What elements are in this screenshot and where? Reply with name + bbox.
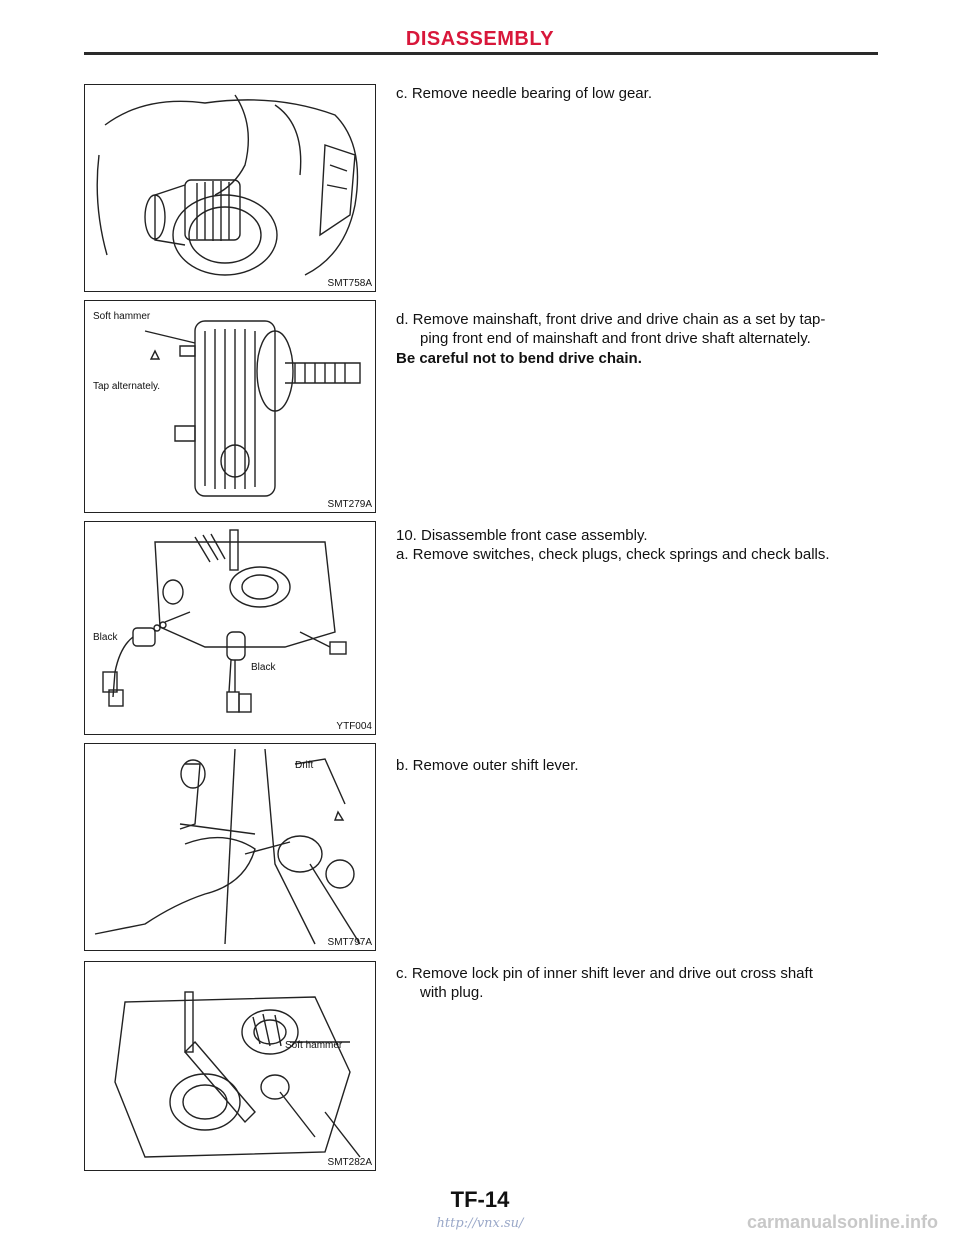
step-text-continued: with plug. [420, 984, 484, 1001]
figure-front-case-illustration [85, 522, 375, 734]
step-text: b. Remove outer shift lever. [396, 757, 579, 774]
figure-needle-bearing-illustration [85, 85, 375, 291]
figure-code: YTF004 [336, 721, 372, 732]
figure-mainshaft-illustration [85, 301, 375, 512]
page-number: TF-14 [450, 1187, 510, 1212]
section-title: DISASSEMBLY [405, 28, 555, 50]
step-c-lock-pin [396, 964, 881, 1002]
step-text: d. Remove mainshaft, front drive and drive chain as a set by tap- [396, 311, 826, 328]
step-subtext: a. Remove switches, check plugs, check springs and check balls. [396, 546, 830, 563]
figure-front-case [84, 521, 376, 735]
figure-inner-shift-lever [84, 961, 376, 1171]
figure-mainshaft-removal [84, 300, 376, 513]
figure-needle-bearing [84, 84, 376, 292]
step-text: c. Remove needle bearing of low gear. [396, 85, 652, 102]
figure-label-tap-alternately: Tap alternately. [93, 381, 161, 392]
header-rule [84, 52, 878, 55]
step-10-front-case [396, 526, 881, 564]
figure-code: SMT797A [327, 937, 372, 948]
caution-drive-chain: Be careful not to bend drive chain. [396, 350, 642, 367]
figure-inner-shift-lever-illustration [85, 962, 375, 1170]
step-text: 10. Disassemble front case assembly. [396, 527, 648, 544]
figure-code: SMT282A [327, 1157, 372, 1168]
figure-outer-shift-lever-illustration [85, 744, 375, 950]
figure-code: SMT279A [327, 499, 372, 510]
step-d-mainshaft [396, 310, 881, 348]
figure-label-soft-hammer: Soft hammer [93, 311, 151, 322]
step-text: c. Remove lock pin of inner shift lever and drive out cross shaft [396, 965, 813, 982]
source-url-link[interactable]: http://vnx.su/ [436, 1216, 524, 1231]
step-text-continued: ping front end of mainshaft and front drive shaft alternately. [420, 330, 811, 347]
step-c-needle-bearing [396, 84, 881, 103]
figure-label-black-center: Black [251, 662, 276, 673]
site-watermark: carmanualsonline.info [746, 1212, 938, 1232]
figure-label-soft-hammer: Soft hammer [285, 1040, 343, 1051]
figure-code: SMT758A [327, 278, 372, 289]
figure-label-black-left: Black [93, 632, 118, 643]
figure-label-drift: Drift [295, 760, 314, 771]
figure-outer-shift-lever [84, 743, 376, 951]
step-b-outer-shift-lever [396, 756, 881, 775]
